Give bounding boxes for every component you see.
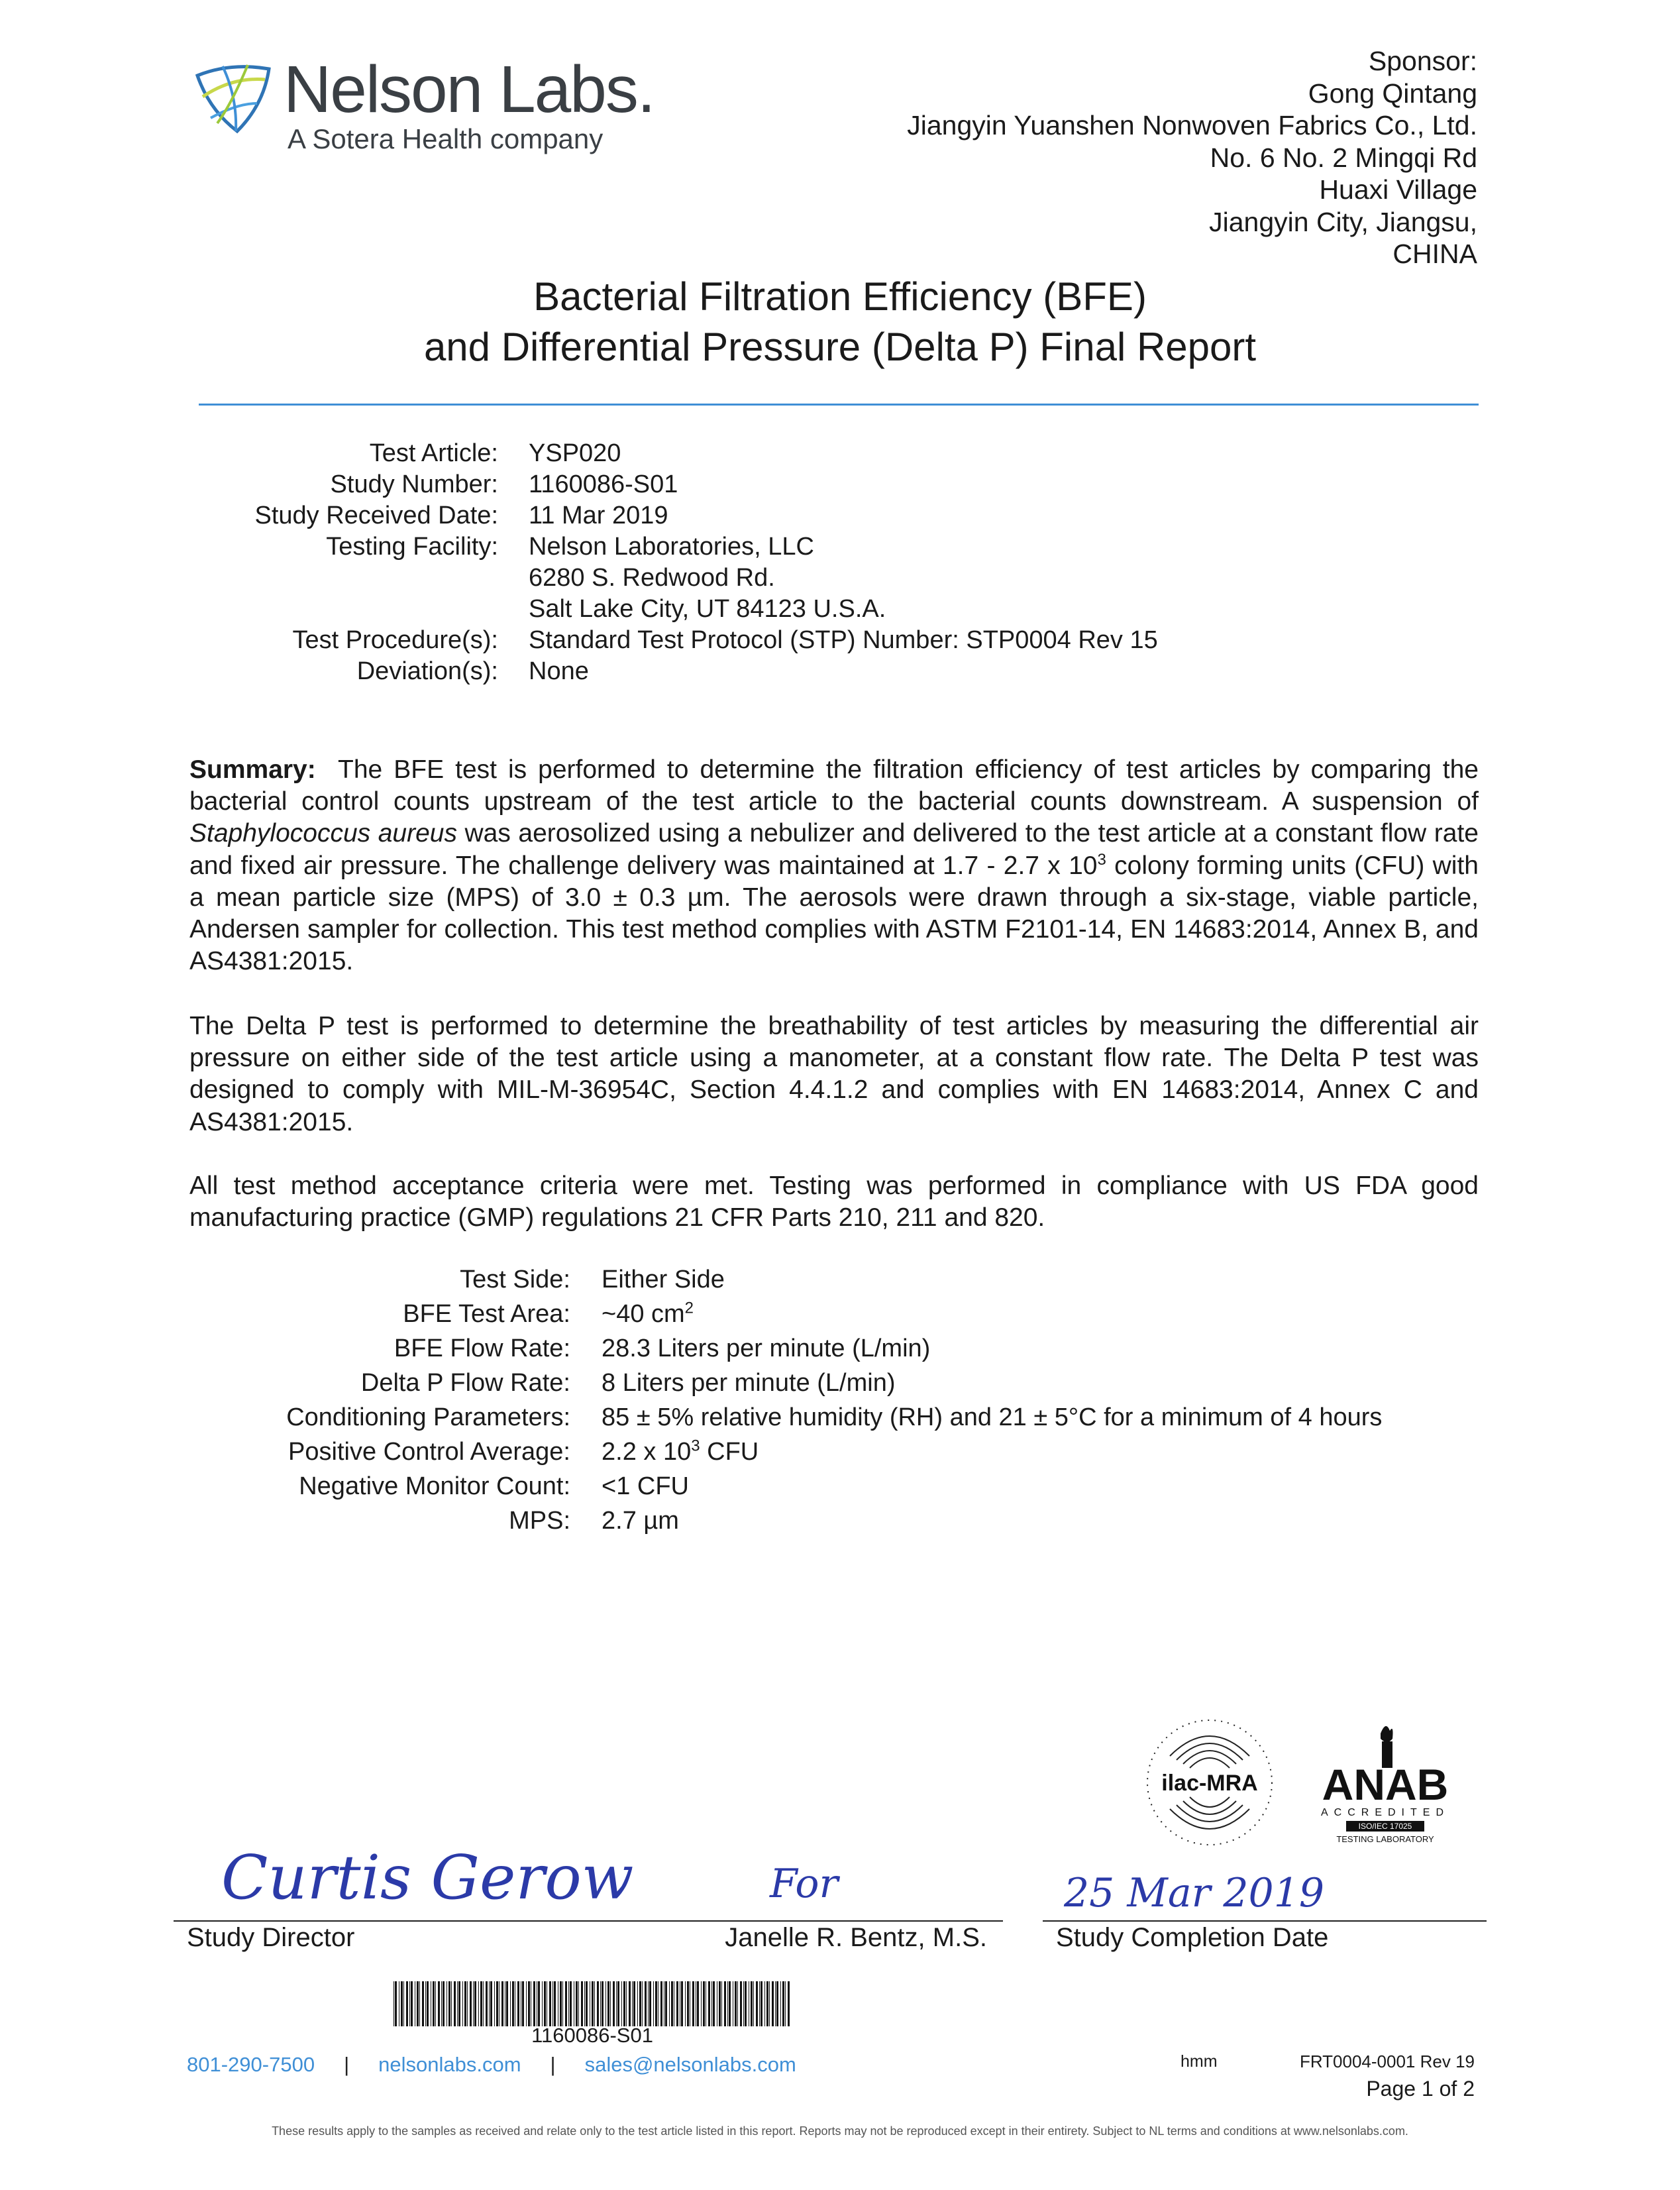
barcode-bar: [554, 1981, 556, 2026]
barcode-bar: [403, 1981, 404, 2026]
summary-text: The BFE test is performed to determine the filtration efficiency of test articles by comparing the bacterial control counts upstream of the test article to the bacterial counts downstream. A suspension of: [189, 755, 1479, 816]
shield-globe-icon: [191, 57, 274, 137]
barcode-bar: [501, 1981, 503, 2026]
barcode-bar: [425, 1981, 426, 2026]
anab-seal: [1300, 1716, 1471, 1849]
deviation-value: None: [529, 657, 589, 685]
study-director-label: Study Director: [187, 1923, 355, 1952]
barcode-bar: [494, 1981, 495, 2026]
study-number-value: 1160086-S01: [529, 470, 678, 498]
barcode-bar: [496, 1981, 498, 2026]
barcode-bar: [697, 1981, 699, 2026]
test-article-label: Test Article:: [369, 439, 498, 467]
barcode-bar: [629, 1981, 631, 2026]
sponsor-line: Jiangyin City, Jiangsu,: [1209, 206, 1477, 237]
barcode-bar: [756, 1981, 758, 2026]
barcode-bar: [544, 1981, 546, 2026]
barcode-bar: [701, 1981, 702, 2026]
barcode-bar: [617, 1981, 619, 2026]
barcode-bar: [486, 1981, 488, 2026]
bfe-test-area-value: [602, 1300, 694, 1329]
barcode-bar: [681, 1981, 683, 2026]
barcode-bar: [623, 1981, 625, 2026]
deviation-label: Deviation(s):: [356, 657, 498, 685]
barcode-bar: [713, 1981, 715, 2026]
barcode-bar: [512, 1981, 514, 2026]
barcode-bar: [464, 1981, 466, 2026]
barcode-bar: [562, 1981, 563, 2026]
pca-text: 2.2 x 10: [602, 1438, 692, 1466]
summary-heading: Summary:: [189, 755, 316, 784]
barcode-bar: [633, 1981, 635, 2026]
preparer-initials: hmm: [1181, 2052, 1218, 2071]
barcode-bar: [605, 1981, 606, 2026]
delta-p-flow-rate-label: Delta P Flow Rate:: [360, 1369, 570, 1397]
barcode-bar: [692, 1981, 694, 2026]
study-barcode: [394, 1981, 791, 2026]
barcode-bar: [613, 1981, 615, 2026]
barcode-bar: [462, 1981, 463, 2026]
conditioning-value: 85 ± 5% relative humidity (RH) and 21 ± 5°C for a minimum of 4 hours: [602, 1403, 1383, 1431]
anab-accredited: ACCREDITED: [1320, 1807, 1450, 1818]
barcode-bar: [409, 1981, 410, 2026]
anab-lab: TESTING LABORATORY: [1336, 1834, 1434, 1844]
barcode-bar: [769, 1981, 770, 2026]
barcode-bar: [639, 1981, 641, 2026]
report-title-line1: Bacterial Filtration Efficiency (BFE): [533, 274, 1147, 319]
company-logo: [191, 52, 655, 164]
barcode-bar: [729, 1981, 731, 2026]
barcode-bar: [764, 1981, 765, 2026]
barcode-bar: [506, 1981, 508, 2026]
sponsor-block: [907, 45, 1477, 270]
barcode-bar: [578, 1981, 579, 2026]
barcode-bar: [665, 1981, 667, 2026]
page-number: Page 1 of 2: [1366, 2077, 1475, 2101]
barcode-bar: [772, 1981, 774, 2026]
exponent: 3: [1097, 850, 1106, 869]
director-signature: Curtis Gerow: [221, 1842, 634, 1913]
barcode-bar: [526, 1981, 527, 2026]
study-director-name: Janelle R. Bentz, M.S.: [725, 1923, 987, 1952]
delta-p-paragraph: The Delta P test is performed to determine the breathability of test articles by measuring the differential air pressure on either side of the test article using a manometer, at a constant flow rate. The Delta P test was designed to comply with MIL-M-36954C, Section 4.4.1.2 and complies with EN 14683:2014, Annex C and AS4381:2015.: [189, 1012, 1479, 1136]
barcode-bar: [528, 1981, 530, 2026]
test-procedure-value: Standard Test Protocol (STP) Number: STP0004 Rev 15: [529, 626, 1158, 654]
barcode-bar: [737, 1981, 738, 2026]
barcode-bar: [594, 1981, 595, 2026]
barcode-bar: [621, 1981, 622, 2026]
barcode-bar: [719, 1981, 721, 2026]
sponsor-line: CHINA: [1392, 239, 1477, 269]
completion-date-handwritten: 25 Mar 2019: [1064, 1870, 1325, 1916]
barcode-bar: [782, 1981, 784, 2026]
barcode-bar: [653, 1981, 654, 2026]
barcode-bar: [457, 1981, 458, 2026]
barcode-bar: [451, 1981, 452, 2026]
barcode-bar: [581, 1981, 583, 2026]
organism-name: Staphylococcus aureus: [189, 819, 457, 848]
barcode-bar: [775, 1981, 776, 2026]
test-procedure-label: Test Procedure(s):: [292, 626, 498, 654]
barcode-bar: [687, 1981, 689, 2026]
barcode-bar: [570, 1981, 572, 2026]
barcode-bar: [417, 1981, 419, 2026]
sponsor-line: Gong Qintang: [1308, 78, 1477, 109]
barcode-bar: [441, 1981, 442, 2026]
barcode-bar: [607, 1981, 609, 2026]
barcode-bar: [600, 1981, 601, 2026]
report-title-line2: and Differential Pressure (Delta P) Final Report: [423, 325, 1257, 369]
summary-text: colony forming units (CFU) with a mean particle size (MPS) of 3.0 ± 0.3 µm. The aerosols were drawn through a six-stage, viable particle, Andersen sampler for collection. This test method complies with ASTM F2101-14, EN 14683:2014, Annex B, and AS4381:2015.: [189, 851, 1479, 976]
barcode-bar: [780, 1981, 781, 2026]
barcode-bar: [568, 1981, 569, 2026]
sponsor-line: No. 6 No. 2 Mingqi Rd: [1210, 142, 1477, 173]
barcode-bar: [401, 1981, 403, 2026]
barcode-bar: [745, 1981, 747, 2026]
barcode-bar: [433, 1981, 435, 2026]
barcode-bar: [761, 1981, 762, 2026]
barcode-bar: [676, 1981, 678, 2026]
barcode-bar: [427, 1981, 429, 2026]
barcode-bar: [645, 1981, 647, 2026]
barcode-bar: [542, 1981, 543, 2026]
barcode-bar: [538, 1981, 540, 2026]
testing-facility-line: Salt Lake City, UT 84123 U.S.A.: [529, 595, 886, 623]
pca-unit: CFU: [700, 1438, 759, 1466]
study-number-label: Study Number:: [330, 470, 498, 498]
barcode-bar: [610, 1981, 611, 2026]
compliance-paragraph: All test method acceptance criteria were met. Testing was performed in compliance with US FDA good manufacturing practice (GMP) regulations 21 CFR Parts 210, 211 and 820.: [189, 1172, 1479, 1232]
barcode-bar: [743, 1981, 744, 2026]
sponsor-line: Huaxi Village: [1319, 174, 1477, 205]
barcode-bar: [411, 1981, 413, 2026]
barcode-bar: [703, 1981, 705, 2026]
barcode-bar: [478, 1981, 479, 2026]
barcode-bar: [586, 1981, 588, 2026]
barcode-bar: [458, 1981, 460, 2026]
barcode-bar: [565, 1981, 567, 2026]
bfe-flow-rate-label: BFE Flow Rate:: [394, 1335, 570, 1362]
report-title: [0, 272, 1680, 372]
barcode-bar: [711, 1981, 712, 2026]
barcode-bar: [446, 1981, 447, 2026]
exponent: 3: [691, 1437, 700, 1455]
ilac-mra-seal: [1143, 1716, 1276, 1849]
barcode-bar: [740, 1981, 742, 2026]
barcode-bar: [438, 1981, 440, 2026]
barcode-bar: [560, 1981, 562, 2026]
completion-date-label: Study Completion Date: [1056, 1923, 1329, 1952]
barcode-bar: [649, 1981, 651, 2026]
barcode-bar: [648, 1981, 649, 2026]
anab-iso: ISO/IEC 17025: [1358, 1822, 1412, 1831]
barcode-bar: [489, 1981, 490, 2026]
barcode-bar: [616, 1981, 617, 2026]
barcode-bar: [522, 1981, 524, 2026]
barcode-bar: [592, 1981, 594, 2026]
exponent: 2: [684, 1299, 694, 1317]
test-side-label: Test Side:: [460, 1266, 570, 1293]
company-tagline: A Sotera Health company: [288, 123, 604, 154]
barcode-bar: [467, 1981, 468, 2026]
barcode-bar: [490, 1981, 492, 2026]
test-article-value: YSP020: [529, 439, 621, 467]
barcode-bar: [422, 1981, 424, 2026]
form-number: FRT0004-0001 Rev 19: [1299, 2052, 1475, 2071]
barcode-bar: [552, 1981, 553, 2026]
barcode-bar: [766, 1981, 768, 2026]
barcode-bar: [483, 1981, 484, 2026]
barcode-bar: [533, 1981, 535, 2026]
barcode-bar: [776, 1981, 778, 2026]
email-link[interactable]: sales@nelsonlabs.com: [584, 2053, 796, 2076]
barcode-bar: [510, 1981, 511, 2026]
barcode-bar: [671, 1981, 673, 2026]
barcode-bar: [517, 1981, 519, 2026]
barcode-bar: [454, 1981, 456, 2026]
barcode-bar: [626, 1981, 627, 2026]
anab-name: ANAB: [1322, 1760, 1449, 1809]
testing-facility-line: Nelson Laboratories, LLC: [529, 533, 814, 561]
barcode-bar: [660, 1981, 662, 2026]
test-side-value: Either Side: [602, 1266, 725, 1293]
barcode-bar: [473, 1981, 474, 2026]
barcode-bar: [602, 1981, 604, 2026]
date-line: [1043, 1920, 1487, 1922]
barcode-bar: [751, 1981, 753, 2026]
testing-facility-label: Testing Facility:: [326, 533, 498, 561]
barcode-bar: [549, 1981, 551, 2026]
barcode-bar: [753, 1981, 754, 2026]
barcode-text: 1160086-S01: [531, 2024, 653, 2047]
testing-facility-line: 6280 S. Redwood Rd.: [529, 564, 775, 592]
negative-monitor-value: <1 CFU: [602, 1472, 689, 1500]
footer-contact: 801-290-7500 | nelsonlabs.com | sales@nelsonlabs.com: [187, 2053, 796, 2076]
barcode-bar: [655, 1981, 657, 2026]
legal-disclaimer: These results apply to the samples as received and relate only to the test article listed in this report. Reports may not be reproduced except in their entirety. Subject to NL terms and conditions at www.nelsonlabs.com.: [272, 2124, 1408, 2138]
title-divider: [199, 404, 1479, 406]
sponsor-line: Jiangyin Yuanshen Nonwoven Fabrics Co., Ltd.: [907, 110, 1477, 140]
received-date-value: 11 Mar 2019: [529, 502, 668, 529]
barcode-bar: [642, 1981, 643, 2026]
mps-value: 2.7 µm: [602, 1507, 679, 1535]
barcode-bar: [637, 1981, 638, 2026]
negative-monitor-label: Negative Monitor Count:: [299, 1472, 570, 1500]
barcode-bar: [474, 1981, 476, 2026]
positive-control-label: Positive Control Average:: [288, 1438, 570, 1466]
area-text: ~40 cm: [602, 1300, 685, 1328]
barcode-bar: [395, 1981, 397, 2026]
bfe-test-area-label: BFE Test Area:: [403, 1300, 570, 1328]
summary-text: was aerosolized using a nebulizer and delivered to the test article at a constant flow rate and fixed air pressure. The challenge delivery was maintained at 1.7 - 2.7 x 10: [189, 819, 1479, 880]
barcode-bar: [435, 1981, 436, 2026]
barcode-bar: [724, 1981, 726, 2026]
company-name: Nelson Labs.: [284, 52, 655, 127]
barcode-bar: [448, 1981, 450, 2026]
barcode-bar: [727, 1981, 728, 2026]
barcode-bar: [576, 1981, 578, 2026]
barcode-bar: [669, 1981, 670, 2026]
barcode-bar: [735, 1981, 737, 2026]
barcode-bar: [419, 1981, 420, 2026]
positive-control-value: [602, 1438, 759, 1466]
ilac-text: ilac-MRA: [1161, 1771, 1258, 1796]
barcode-bar: [759, 1981, 760, 2026]
barcode-bar: [788, 1981, 790, 2026]
barcode-bar: [632, 1981, 633, 2026]
conditioning-label: Conditioning Parameters:: [286, 1403, 570, 1431]
barcode-bar: [406, 1981, 408, 2026]
sponsor-heading: Sponsor:: [1368, 46, 1477, 76]
mps-label: MPS:: [509, 1507, 570, 1535]
barcode-bar: [480, 1981, 482, 2026]
barcode-bar: [584, 1981, 585, 2026]
delta-p-flow-rate-value: 8 Liters per minute (L/min): [602, 1369, 896, 1397]
barcode-bar: [685, 1981, 686, 2026]
barcode-bar: [785, 1981, 786, 2026]
website-link[interactable]: nelsonlabs.com: [378, 2053, 521, 2076]
received-date-label: Study Received Date:: [254, 502, 498, 529]
barcode-bar: [597, 1981, 599, 2026]
bfe-flow-rate-value: 28.3 Liters per minute (L/min): [602, 1335, 931, 1362]
signed-for-note: For: [770, 1861, 839, 1907]
barcode-bar: [443, 1981, 445, 2026]
barcode-bar: [470, 1981, 472, 2026]
signature-line: [174, 1920, 1003, 1922]
barcode-bar: [708, 1981, 710, 2026]
summary-paragraph: [189, 754, 1479, 977]
barcode-bar: [721, 1981, 722, 2026]
phone-link[interactable]: 801-290-7500: [187, 2053, 315, 2076]
